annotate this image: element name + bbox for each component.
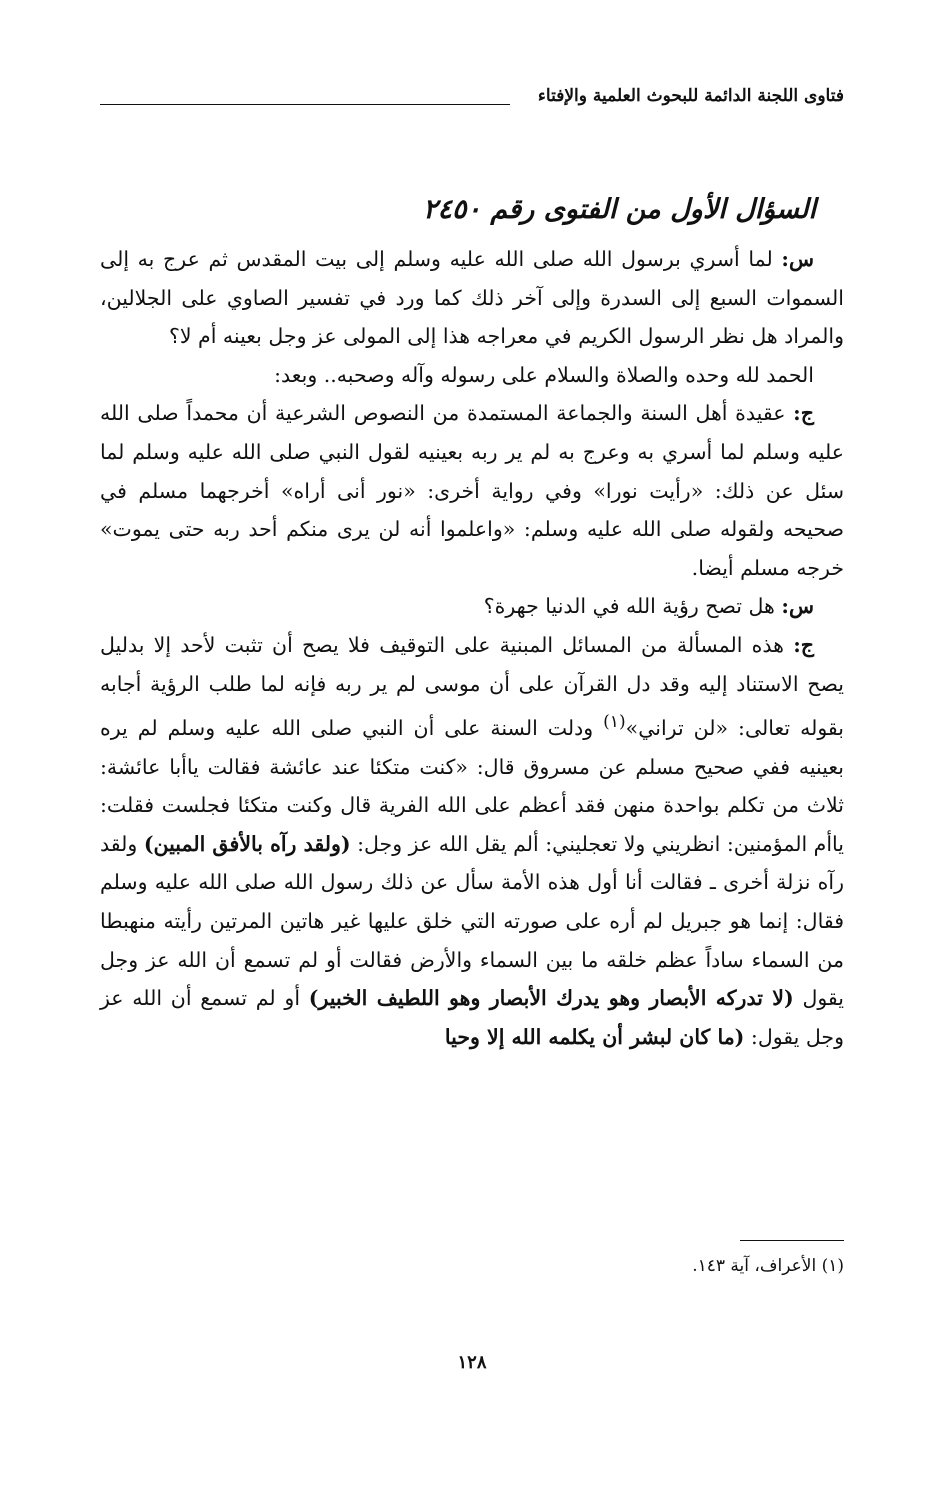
running-head xyxy=(100,86,844,112)
praise-text: الحمد لله وحده والصلاة والسلام على رسوله وآله وصحبه.. وبعد: xyxy=(274,362,814,387)
footnote-rule xyxy=(740,1240,844,1241)
answer-text-part: أو لم تسمع أن الله عز وجل يقول: xyxy=(100,986,844,1049)
quran-verse: (لا تدركه الأبصار وهو يدرك الأبصار وهو اللطيف الخبير) xyxy=(308,986,794,1011)
quran-verse: (ولقد رآه بالأفق المبين) xyxy=(143,831,351,856)
answer-text: عقيدة أهل السنة والجماعة المستمدة من النصوص الشرعية أن محمداً صلى الله عليه وسلم لما أسري به وعرج به لم ير ربه بعينيه لقول النبي صلى الله عليه وسلم لما سئل عن ذلك: «رأيت نورا» وفي رواية أخرى: «نور أنى أراه» أخرجهما مسلم في صحيحه ولقوله صلى الله عليه وسلم: «واعلموا أنه لن يرى منكم أحد ربه حتى يموت» خرجه مسلم أيضا. xyxy=(100,401,844,580)
question-label: س: xyxy=(781,594,814,619)
answer-1 xyxy=(100,394,844,587)
answer-text-part: ودلت السنة على أن النبي صلى الله عليه وسلم لم يره بعينيه ففي صحيح مسلم عن مسروق قال: «كنت متكئا عند عائشة فقالت ياأبا عائشة: ثلاث من تكلم بواحدة منهن فقد أعظم على الله الفرية قال وكنت متكئا فجلست فقلت: ياأم المؤمنين: انظريني ولا تعجليني: ألم يقل الله عز وجل: xyxy=(100,715,845,856)
fatwa-title: السؤال الأول من الفتوى رقم ٢٤٥٠ xyxy=(423,194,816,225)
question-2 xyxy=(100,587,844,626)
running-head-rule xyxy=(100,104,510,105)
praise-line xyxy=(100,356,844,395)
footnote-reference: (١) xyxy=(603,712,626,733)
question-label: س: xyxy=(781,247,814,271)
answer-text-part: هذه المسألة من المسائل المبنية على التوقيف فلا يصح أن تثبت لأحد إلا بدليل يصح الاستناد إليه وقد دل القرآن على أن موسى لم ير ربه فإنه لما طلب الرؤية أجابه بقوله تعالى: «لن تراني» xyxy=(100,632,844,740)
footnote: (١) الأعراف، آية ١٤٣. xyxy=(692,1256,844,1276)
running-head-text: فتاوى اللجنة الدائمة للبحوث العلمية والإفتاء xyxy=(537,86,844,106)
question-1 xyxy=(100,240,844,356)
answer-label: ج: xyxy=(793,401,814,426)
quran-verse: (ما كان لبشر أن يكلمه الله إلا وحيا xyxy=(444,1024,745,1049)
question-text: هل تصح رؤية الله في الدنيا جهرة؟ xyxy=(483,594,775,619)
page-number: ١٢٨ xyxy=(457,1352,487,1373)
question-text: لما أسري برسول الله صلى الله عليه وسلم إلى بيت المقدس ثم عرج به إلى السموات السبع إلى السدرة وإلى آخر ذلك كما ورد في تفسير الصاوي على الجلالين، والمراد هل نظر الرسول الكريم في معراجه هذا إلى المولى عز وجل بعينه أم لا؟ xyxy=(100,247,844,349)
answer-text-part: ولقد رآه نزلة أخرى ـ فقالت أنا أول هذه الأمة سأل عن ذلك رسول الله صلى الله عليه وسلم فقال: إنما هو جبريل لم أره على صورته التي خلق عليها غير هاتين المرتين رأيته منهبطا من السماء ساداً عظم خلقه ما بين السماء والأرض فقالت أو لم تسمع أن الله عز وجل يقول xyxy=(100,831,845,1011)
fatwa-body xyxy=(100,240,844,1056)
answer-2 xyxy=(100,626,844,1056)
answer-label: ج: xyxy=(793,632,814,657)
